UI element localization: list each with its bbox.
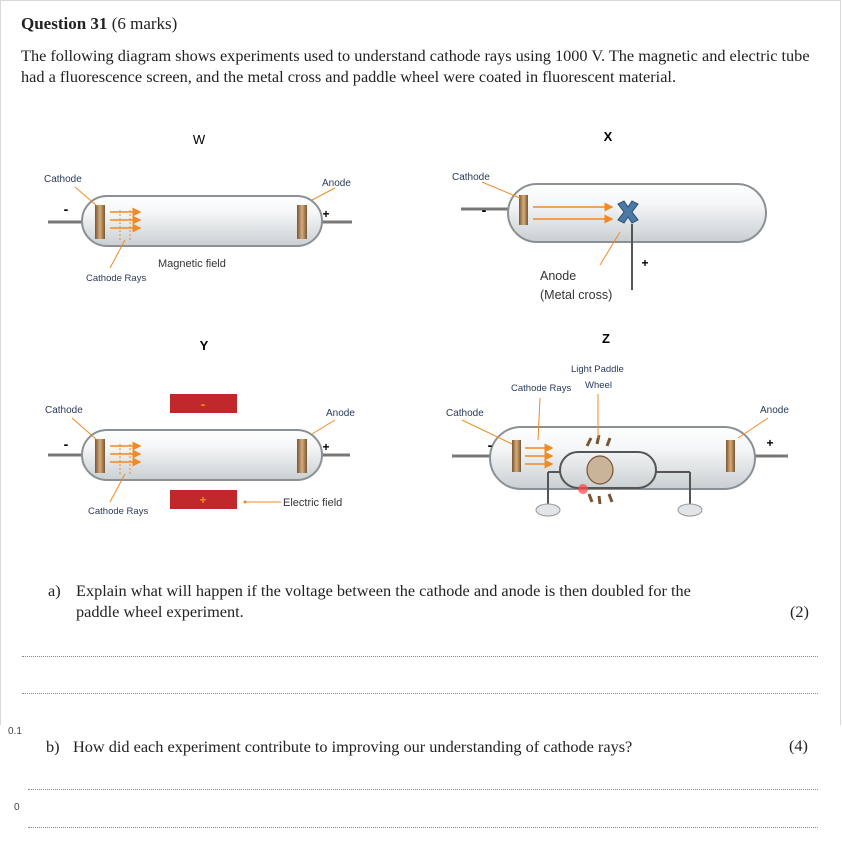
tube-x: [508, 184, 766, 242]
paddle-wheel-z: [587, 456, 613, 484]
margin-label-high: 0.1: [8, 726, 22, 737]
answer-line-a-1[interactable]: [22, 656, 818, 657]
rays-label-z: Cathode Rays: [511, 383, 572, 394]
field-label-w: Magnetic field: [158, 258, 226, 270]
cathode-label-x: Cathode: [452, 172, 490, 183]
cathode-label-z: Cathode: [446, 408, 484, 419]
plate-top-sign-y: -: [200, 396, 206, 412]
cathode-electrode-x: [519, 195, 528, 225]
part-a-line-2: paddle wheel experiment.: [76, 602, 244, 621]
plate-bottom-sign-y: +: [199, 493, 207, 507]
anode-label-z: Anode: [760, 405, 789, 416]
part-a-label: a): [48, 581, 61, 600]
experiment-x: [452, 129, 766, 302]
experiment-w: [44, 132, 352, 284]
foot-right-z: [678, 504, 702, 516]
cathode-electrode-w: [95, 205, 105, 239]
tube-w: [82, 196, 322, 246]
part-b-marks: (4): [789, 736, 808, 755]
minus-x: -: [481, 202, 487, 218]
field-label-y: Electric field: [283, 497, 343, 509]
anode-electrode-w: [297, 205, 307, 239]
label-w: W: [192, 132, 206, 147]
paddle-label-z: Light Paddle: [571, 364, 624, 375]
pointer-anode-y: [312, 420, 335, 434]
anode-sublabel-x: (Metal cross): [540, 288, 613, 302]
margin-label-low: 0: [14, 802, 20, 813]
anode-label-w: Anode: [322, 178, 351, 189]
pointer-anode-w: [312, 188, 335, 200]
label-x: X: [603, 129, 613, 144]
label-z: Z: [602, 331, 610, 346]
anode-label-y: Anode: [326, 408, 355, 419]
cathode-label-y: Cathode: [45, 405, 83, 416]
pointer-anode-z: [738, 418, 768, 438]
part-a-question: [76, 580, 796, 622]
rays-label-y: Cathode Rays: [88, 506, 149, 517]
experiment-z: [446, 331, 789, 516]
pointer-dot-y: [244, 501, 247, 504]
impact-glow-z: [578, 484, 588, 494]
plus-z: +: [766, 436, 774, 450]
pointer-cathode-x: [482, 182, 520, 198]
plus-w: +: [322, 207, 330, 221]
anode-electrode-y: [297, 439, 307, 473]
experiment-y: [45, 338, 355, 517]
plus-x: +: [641, 256, 649, 270]
part-b-question: How did each experiment contribute to improving our understanding of cathode rays?: [73, 737, 633, 756]
minus-y: -: [63, 436, 69, 452]
anode-electrode-z: [726, 440, 735, 472]
question-marks: (6 marks): [111, 14, 178, 33]
minus-z: -: [487, 437, 493, 453]
question-number: Question 31: [21, 14, 108, 33]
anode-label-x: Anode: [540, 269, 577, 283]
part-b-label: b): [46, 737, 60, 756]
cathode-electrode-y: [95, 439, 105, 473]
pointer-cathode-w: [75, 187, 97, 206]
cathode-electrode-z: [512, 440, 521, 472]
foot-left-z: [536, 504, 560, 516]
part-a-marks: (2): [790, 602, 809, 621]
part-a-line-1: Explain what will happen if the voltage between the cathode and anode is then doubled for the: [76, 581, 691, 600]
plus-y: +: [322, 440, 330, 454]
paddle-sublabel-z: Wheel: [585, 380, 612, 391]
cathode-label-w: Cathode: [44, 174, 82, 185]
answer-line-a-2[interactable]: [22, 693, 818, 694]
answer-line-b-2[interactable]: [28, 827, 818, 828]
question-intro: The following diagram shows experiments used to understand cathode rays using 1000 V. The magnetic and electric tube had a fluorescence screen, and the metal cross and paddle wheel were coated in fluorescent material.: [21, 46, 810, 86]
tube-z: [487, 427, 755, 489]
pointer-cathode-y: [72, 418, 97, 440]
label-y: Y: [199, 338, 209, 353]
answer-line-b-1[interactable]: [28, 789, 818, 790]
rays-label-w: Cathode Rays: [86, 273, 147, 284]
tube-y: [82, 430, 322, 480]
minus-w: -: [63, 201, 69, 217]
